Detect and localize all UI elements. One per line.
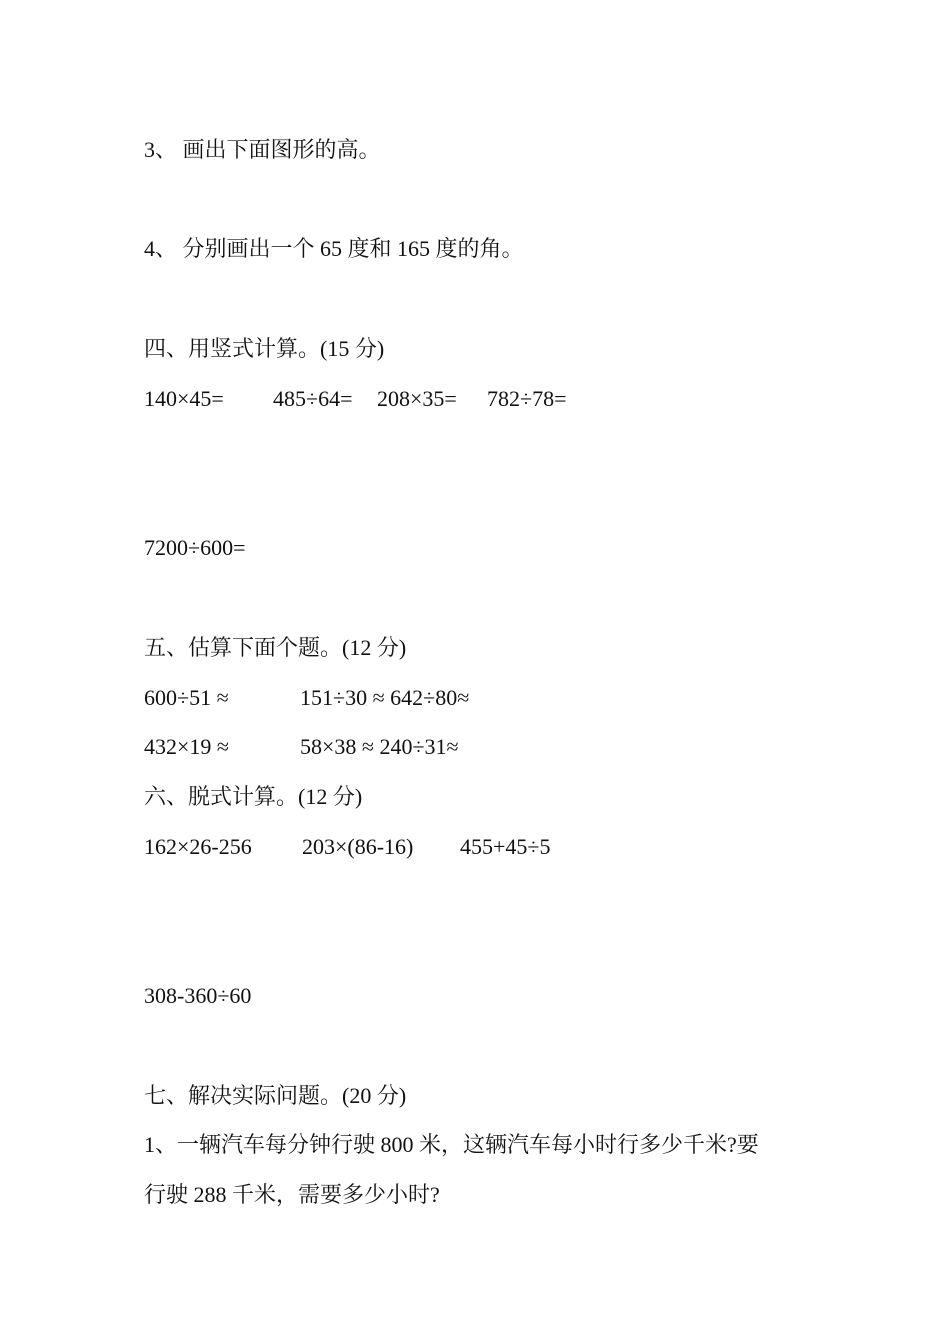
problem-1-line-2: 行驶 288 千米，需要多少小时?: [144, 1182, 440, 1207]
item-4-draw-angles: 4、 分别画出一个 65 度和 165 度的角。: [144, 236, 524, 261]
section-4-heading: 四、用竖式计算。(15 分): [144, 336, 385, 361]
expr-203x86-16: 203×(86-16): [302, 834, 414, 859]
expr-782div78: 782÷78=: [487, 386, 567, 411]
estimate-600div51: 600÷51 ≈: [144, 685, 229, 710]
expr-140x45: 140×45=: [144, 386, 224, 411]
expr-162x26-256: 162×26-256: [144, 834, 252, 859]
expr-485div64: 485÷64=: [273, 386, 353, 411]
section-7-heading: 七、解决实际问题。(20 分): [144, 1083, 407, 1108]
estimate-58x38-240div31: 58×38 ≈ 240÷31≈: [300, 734, 459, 759]
expr-455plus45div5: 455+45÷5: [460, 834, 551, 859]
section-6-heading: 六、脱式计算。(12 分): [144, 784, 363, 809]
expr-208x35: 208×35=: [377, 386, 457, 411]
expr-7200div600: 7200÷600=: [144, 535, 246, 560]
problem-1-line-1: 1、一辆汽车每分钟行驶 800 米，这辆汽车每小时行多少千米?要: [144, 1132, 759, 1157]
estimate-151div30-642div80: 151÷30 ≈ 642÷80≈: [300, 685, 470, 710]
expr-308-360div60: 308-360÷60: [144, 983, 252, 1008]
estimate-432x19: 432×19 ≈: [144, 734, 229, 759]
section-5-heading: 五、估算下面个题。(12 分): [144, 635, 407, 660]
item-3-draw-heights: 3、 画出下面图形的高。: [144, 137, 381, 162]
